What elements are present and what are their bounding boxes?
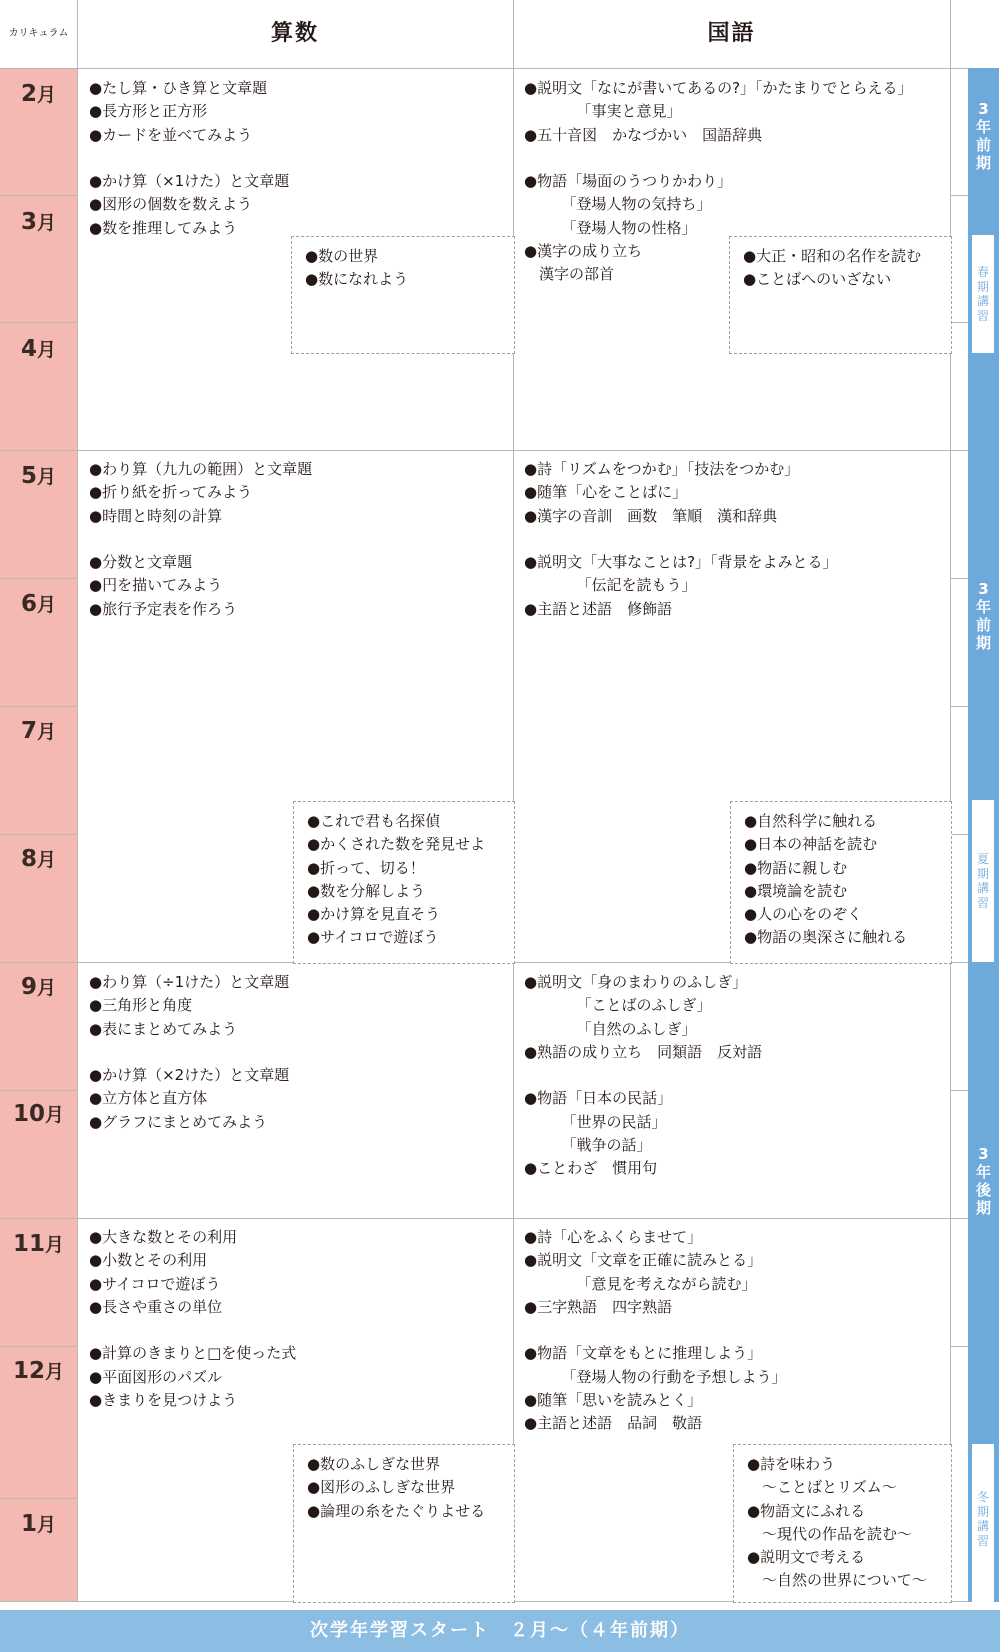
list-item: ●わり算（九九の範囲）と文章題 bbox=[89, 460, 313, 478]
grid-line bbox=[950, 1346, 968, 1347]
list-item: ●物語の奥深さに触れる bbox=[744, 928, 908, 947]
list-item: ●物語「文章をもとに推理しよう」 bbox=[524, 1344, 763, 1363]
term-label-second-half: 3年後期 bbox=[975, 1145, 991, 1217]
japanese-topics-sep-oct bbox=[524, 971, 762, 1181]
month-label-oct: 10月 bbox=[12, 1101, 65, 1127]
spring-lecture-label: 春期講習 bbox=[976, 265, 989, 323]
list-item: ●説明文「文章を正確に読みとる」 bbox=[524, 1251, 763, 1270]
list-item: ●立方体と直方体 bbox=[89, 1089, 208, 1108]
list-item: ●折って、切る！ bbox=[307, 858, 425, 877]
list-item: ●カードを並べてみよう bbox=[89, 125, 253, 144]
list-item: ●論理の糸をたぐりよせる bbox=[307, 1501, 486, 1520]
term-label-first-half: 3年前期 bbox=[975, 100, 991, 172]
list-item: ●きまりを見つけよう bbox=[89, 1391, 238, 1410]
list-item: ●かけ算（×1けた）と文章題 bbox=[89, 172, 290, 191]
list-item: ●表にまとめてみよう bbox=[89, 1019, 238, 1038]
list-item: ●大正・昭和の名作を読む bbox=[743, 247, 922, 265]
list-item: 「意見を考えながら読む」 bbox=[524, 1274, 757, 1293]
list-item: ●円を描いてみよう bbox=[89, 576, 223, 595]
list-item: ～現代の作品を読む～ bbox=[747, 1524, 913, 1543]
list-item: ●随筆「思いを読みとく」 bbox=[524, 1391, 703, 1410]
grid-line bbox=[950, 1090, 968, 1091]
list-item: ●小数とその利用 bbox=[89, 1251, 208, 1270]
list-item: ●長方形と正方形 bbox=[89, 102, 208, 121]
list-item: 「登場人物の気持ち」 bbox=[524, 195, 712, 214]
japanese-topics-may-jun bbox=[524, 458, 838, 621]
math-topics-feb-mar bbox=[89, 77, 289, 240]
list-item: ●時間と時刻の計算 bbox=[89, 506, 223, 525]
list-item: ●数のふしぎな世界 bbox=[307, 1455, 441, 1473]
list-item bbox=[89, 1319, 296, 1342]
month-label-jan: 1月 bbox=[20, 1511, 57, 1537]
grid-line bbox=[0, 68, 968, 69]
list-item: ●漢字の音訓 画数 筆順 漢和辞典 bbox=[524, 506, 778, 525]
list-item: ●図形の個数を数えよう bbox=[89, 195, 253, 214]
japanese-summer-lecture-box bbox=[730, 801, 952, 964]
grid-line bbox=[0, 322, 77, 323]
japanese-topics-nov-dec bbox=[524, 1226, 787, 1436]
grid-line bbox=[0, 1346, 77, 1347]
month-label-aug: 8月 bbox=[20, 846, 57, 872]
list-item: 「登場人物の性格」 bbox=[524, 218, 697, 237]
math-topics-may-jun bbox=[89, 458, 312, 621]
list-item: 「世界の民話」 bbox=[524, 1112, 667, 1131]
grid-line bbox=[950, 706, 968, 707]
list-item: ●詩「心をふくらませて」 bbox=[524, 1228, 703, 1246]
list-item: ●環境論を読む bbox=[744, 881, 848, 900]
term-label-first-half-2: 3年前期 bbox=[975, 580, 991, 652]
list-item: 「事実と意見」 bbox=[524, 102, 682, 121]
list-item: ●漢字の成り立ち bbox=[524, 242, 643, 261]
japanese-spring-lecture-box bbox=[729, 236, 952, 354]
list-item: ●三角形と角度 bbox=[89, 996, 193, 1015]
list-item bbox=[89, 1041, 289, 1064]
month-label-sep: 9月 bbox=[20, 974, 57, 1000]
list-item: 「自然のふしぎ」 bbox=[524, 1019, 697, 1038]
next-year-banner: 次学年学習スタート ２月～（４年前期） bbox=[0, 1610, 1000, 1652]
list-item: ●説明文「なにが書いてあるの?」「かたまりでとらえる」 bbox=[524, 79, 913, 97]
list-item: ●随筆「心をことばに」 bbox=[524, 483, 688, 502]
list-item: ●サイコロで遊ぼう bbox=[307, 928, 439, 947]
list-item: ●かけ算を見直そう bbox=[307, 905, 441, 924]
list-item: ●数を分解しよう bbox=[307, 881, 426, 900]
grid-line bbox=[0, 1090, 77, 1091]
list-item: ●物語に親しむ bbox=[744, 858, 848, 877]
list-item: ●物語「日本の民話」 bbox=[524, 1089, 673, 1108]
list-item: ～自然の世界について～ bbox=[747, 1571, 927, 1590]
list-item: 「ことばのふしぎ」 bbox=[524, 996, 712, 1015]
grid-line bbox=[0, 195, 77, 196]
list-item: ●大きな数とその利用 bbox=[89, 1228, 238, 1246]
list-item: ●図形のふしぎな世界 bbox=[307, 1478, 456, 1497]
summer-lecture-label: 夏期講習 bbox=[976, 852, 989, 910]
math-topics-sep-oct bbox=[89, 971, 289, 1134]
list-item bbox=[524, 147, 913, 170]
list-item: ●グラフにまとめてみよう bbox=[89, 1112, 268, 1131]
list-item bbox=[524, 528, 838, 551]
grid-line bbox=[0, 706, 77, 707]
list-item: ●物語文にふれる bbox=[747, 1501, 866, 1520]
list-item: ●説明文「大事なことは?」「背景をよみとる」 bbox=[524, 553, 838, 572]
month-label-may: 5月 bbox=[20, 463, 57, 489]
month-label-nov: 11月 bbox=[12, 1231, 65, 1257]
math-summer-lecture-box bbox=[293, 801, 515, 964]
list-item: ●主語と述語 品詞 敬語 bbox=[524, 1414, 703, 1433]
month-label-jul: 7月 bbox=[20, 718, 57, 744]
list-item: ●平面図形のパズル bbox=[89, 1367, 223, 1386]
winter-lecture-label: 冬期講習 bbox=[976, 1490, 989, 1548]
grid-line bbox=[77, 0, 78, 1602]
list-item: ●五十音図 かなづかい 国語辞典 bbox=[524, 125, 763, 144]
list-item: ●日本の神話を読む bbox=[744, 835, 878, 854]
list-item: ●これで君も名探偵 bbox=[307, 812, 441, 830]
japanese-winter-lecture-box bbox=[733, 1444, 952, 1603]
list-item: ●説明文で考える bbox=[747, 1548, 866, 1567]
grid-line bbox=[950, 322, 968, 323]
list-item: ●旅行予定表を作ろう bbox=[89, 599, 238, 618]
list-item: ●数を推理してみよう bbox=[89, 218, 238, 237]
list-item: ●折り紙を折ってみよう bbox=[89, 483, 253, 502]
list-item: 「登場人物の行動を予想しよう」 bbox=[524, 1367, 787, 1386]
math-spring-lecture-box bbox=[291, 236, 515, 354]
list-item: 漢字の部首 bbox=[524, 265, 615, 284]
month-label-jun: 6月 bbox=[20, 591, 57, 617]
month-label-dec: 12月 bbox=[12, 1358, 65, 1384]
curriculum-label: カリキュラム bbox=[8, 28, 69, 39]
list-item bbox=[524, 1319, 787, 1342]
list-item: ●数になれよう bbox=[305, 270, 409, 289]
list-item: ●三字熟語 四字熟語 bbox=[524, 1297, 673, 1316]
math-column-title: 算数 bbox=[270, 21, 319, 46]
list-item: ●ことわざ 慣用句 bbox=[524, 1159, 658, 1178]
list-item: ●数の世界 bbox=[305, 247, 379, 265]
list-item: ●サイコロで遊ぼう bbox=[89, 1274, 221, 1293]
grid-line bbox=[0, 578, 77, 579]
month-label-apr: 4月 bbox=[20, 336, 57, 362]
list-item: ●詩「リズムをつかむ」「技法をつかむ」 bbox=[524, 460, 800, 478]
list-item: ●主語と述語 修飾語 bbox=[524, 599, 673, 618]
list-item: ～ことばとリズム～ bbox=[747, 1478, 897, 1497]
list-item: ●分数と文章題 bbox=[89, 553, 193, 572]
grid-line bbox=[0, 834, 77, 835]
month-label-feb: 2月 bbox=[20, 81, 57, 107]
list-item: ●自然科学に触れる bbox=[744, 812, 878, 830]
list-item bbox=[89, 147, 289, 170]
math-topics-nov-dec bbox=[89, 1226, 296, 1412]
list-item: ●たし算・ひき算と文章題 bbox=[89, 79, 268, 97]
math-winter-lecture-box bbox=[293, 1444, 515, 1603]
grid-line bbox=[950, 195, 968, 196]
list-item bbox=[524, 1064, 762, 1087]
japanese-column-title: 国語 bbox=[707, 21, 756, 46]
list-item: ●計算のきまりと□を使った式 bbox=[89, 1344, 297, 1363]
list-item: ●長さや重さの単位 bbox=[89, 1297, 223, 1316]
grid-line bbox=[0, 1498, 77, 1499]
list-item: ●かけ算（×2けた）と文章題 bbox=[89, 1066, 290, 1085]
list-item: ●熟語の成り立ち 同類語 反対語 bbox=[524, 1042, 763, 1061]
list-item bbox=[89, 528, 312, 551]
list-item: ●詩を味わう bbox=[747, 1455, 836, 1473]
list-item: ●説明文「身のまわりのふしぎ」 bbox=[524, 973, 748, 991]
list-item: ●ことばへのいざない bbox=[743, 270, 892, 289]
grid-line bbox=[0, 1218, 968, 1219]
list-item: ●わり算（÷1けた）と文章題 bbox=[89, 973, 290, 991]
grid-line bbox=[950, 578, 968, 579]
list-item: ●人の心をのぞく bbox=[744, 905, 863, 924]
list-item: 「戦争の話」 bbox=[524, 1136, 652, 1155]
month-label-mar: 3月 bbox=[20, 209, 57, 235]
list-item: ●かくされた数を発見せよ bbox=[307, 835, 486, 854]
list-item: ●物語「場面のうつりかわり」 bbox=[524, 172, 733, 191]
grid-line bbox=[0, 450, 968, 451]
list-item: 「伝記を読もう」 bbox=[524, 576, 697, 595]
